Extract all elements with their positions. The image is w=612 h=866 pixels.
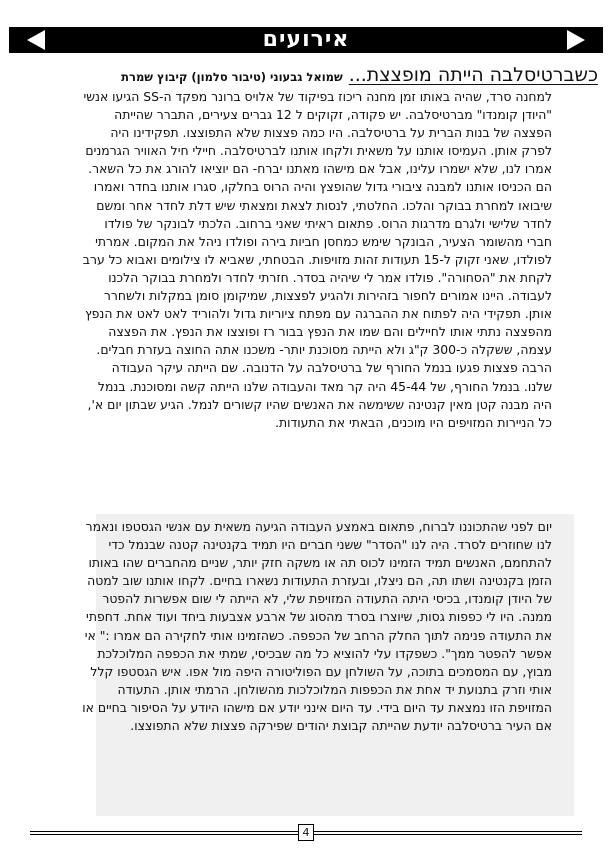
arrow-left-icon [27,30,45,50]
article-title: כשברטיסלבה הייתה מופצצת... [348,64,598,86]
article-body-part-two [82,518,552,735]
paragraph: הרבה פצצות פגעו בנמל החורף של ברטיסלבה על הדנובה. שם הייתה עיקר העבודה שלנו. בנמל החורף, של 45-44 היה קר מאד והעבודה שלנו הייתה קשה ומסוכנת. בנמל היה מבנה קטן מאין קנטינה ששימשה את האנשים שהיו קשורים לנמל. הגיע שבתון יום א', כל הניירות המזויפים היו מוכנים, הבאתי את התעודות. [87,360,552,430]
paragraph: למחנה סרד, שהיה באותו זמן מחנה ריכוז בפיקוד של אלויס ברונר מפקד ה-SS הגיעו אנשי "היודן קומנדו" מברטיסלבה. יש פקודה, זקוקים ל 12 גברים צעירים, התברר שהייתה הפצצה של בנות הברית על ברטיסלבה. היו כמה פצצות שלא התפוצצו. תפקידינו היה לפרק אותן. העמיסו אותנו על משאית ולקחו אותנו לברטיסלבה. חיילי חיל האוויר הגרמנים אמרו לנו, שלא ישמרו עלינו, אבל אם מישהו מאתנו יברח- הם יוציאו להורג את כל השאר. הם הכניסו אותנו למבנה ציבורי גדול שהופצץ והיה הרוס בחלקו, סגרו אותנו בחדר ואמרו שיבואו למחרת בבוקר והלכו. החלטתי, לנסות לצאת ומצאתי שיש דלת לחדר אחר ומשם לחדר שלישי ולגרם מדרגות הרוס. פתאום ראיתי שאני ברחוב. הלכתי לבונקר של פולדו חברי מהשומר הצעיר, הבונקר שימש כמחסן חביות בירה ופולדו ניהל את המקום. אמרתי לפולדו, שאני זקוק ל-15 תעודות זהות מזויפות. הבטחתי, שאביא לו צילומים ואבוא כל ערב לקחת את "הסחורה". פולדו אמר לי שיהיה בסדר. חזרתי לחדר ולמחרת בבוקר הלכנו לעבודה. היינו אמורים לחפור בזהירות ולהגיע לפצצות, שמיקומן סומן במקלות ולשחרר אותן. תפקידי היה לפתוח את ההברגה עם מפתח ציוריות גדול ולהוריד לאט לאט את הנפץ מהפצצה נתתי אותו לחיילים והם שמו את הנפץ בבור רז ופוצצו את הנפץ. את הפצצה עצמה, ששקלה כ-300 ק"ג ולא הייתה מסוכנת יותר- משכנו אתה החוצה בעזרת חבלים. [82,89,552,358]
article-body-part-one [82,88,552,432]
section-title: אירועים [262,27,350,52]
arrow-right-icon [567,30,585,50]
article-heading [14,64,598,88]
section-header-bar [9,27,603,53]
paragraph: יום לפני שהתכוננו לברוח, פתאום באמצע העבודה הגיעה משאית עם אנשי הגסטפו ונאמר לנו שחוזרים לסרד. היה לנו "הסדר" ששני חברים היו תמיד בקנטינה קטנה שבנמל כדי להתחמם, האנשים תמיד הזמינו לכוס תה או משקה חזק יותר, שניים מהחברים שהו באותו הזמן בקנטינה ושתו תה, הם ניצלו, ובעזרת התעודות נשארו בחיים. לקחו אותנו שוב למטה של היודן קומנדו, בכיסי היתה התעודה המזויפת שלי, לא הייתה לי שום אפשרות להפטר ממנה. היו לי כפפות גסות, שיוצרו בסרד מהסוג של ארבע אצבעות ביחד ועוד אחת. דחפתי את התעודה פנימה לתוך החלק הרחב של הכפפה. כשהזמינו אותי לחקירה הם אמרו :" אי אפשר להפטר ממך". כשפקדו עלי להוציא כל מה שבכיסי, שמתי את הכפפה המלוכלכת מבוץ, עם המסמכים בתוכה, על השולחן עם הפוליטורה היפה מול אפו. איש הגסטפו קלל אותי וזרק בתנועת יד אחת את הכפפות המלוכלכות מהשולחן. הרמתי אותן. התעודה המזויפת הזו נמצאת עד היום בידי. עד היום אינני יודע אם מישהו היודע על הסיפור בחיים או אם העיר ברטיסלבה יודעת שהייתה קבוצת יהודים שפירקה פצצות שלא התפוצצו. [82,519,552,734]
article-byline: שמואל גבעוני (טיבור סלמון) קיבוץ שמרת [121,70,343,84]
page-number: 4 [298,824,314,841]
